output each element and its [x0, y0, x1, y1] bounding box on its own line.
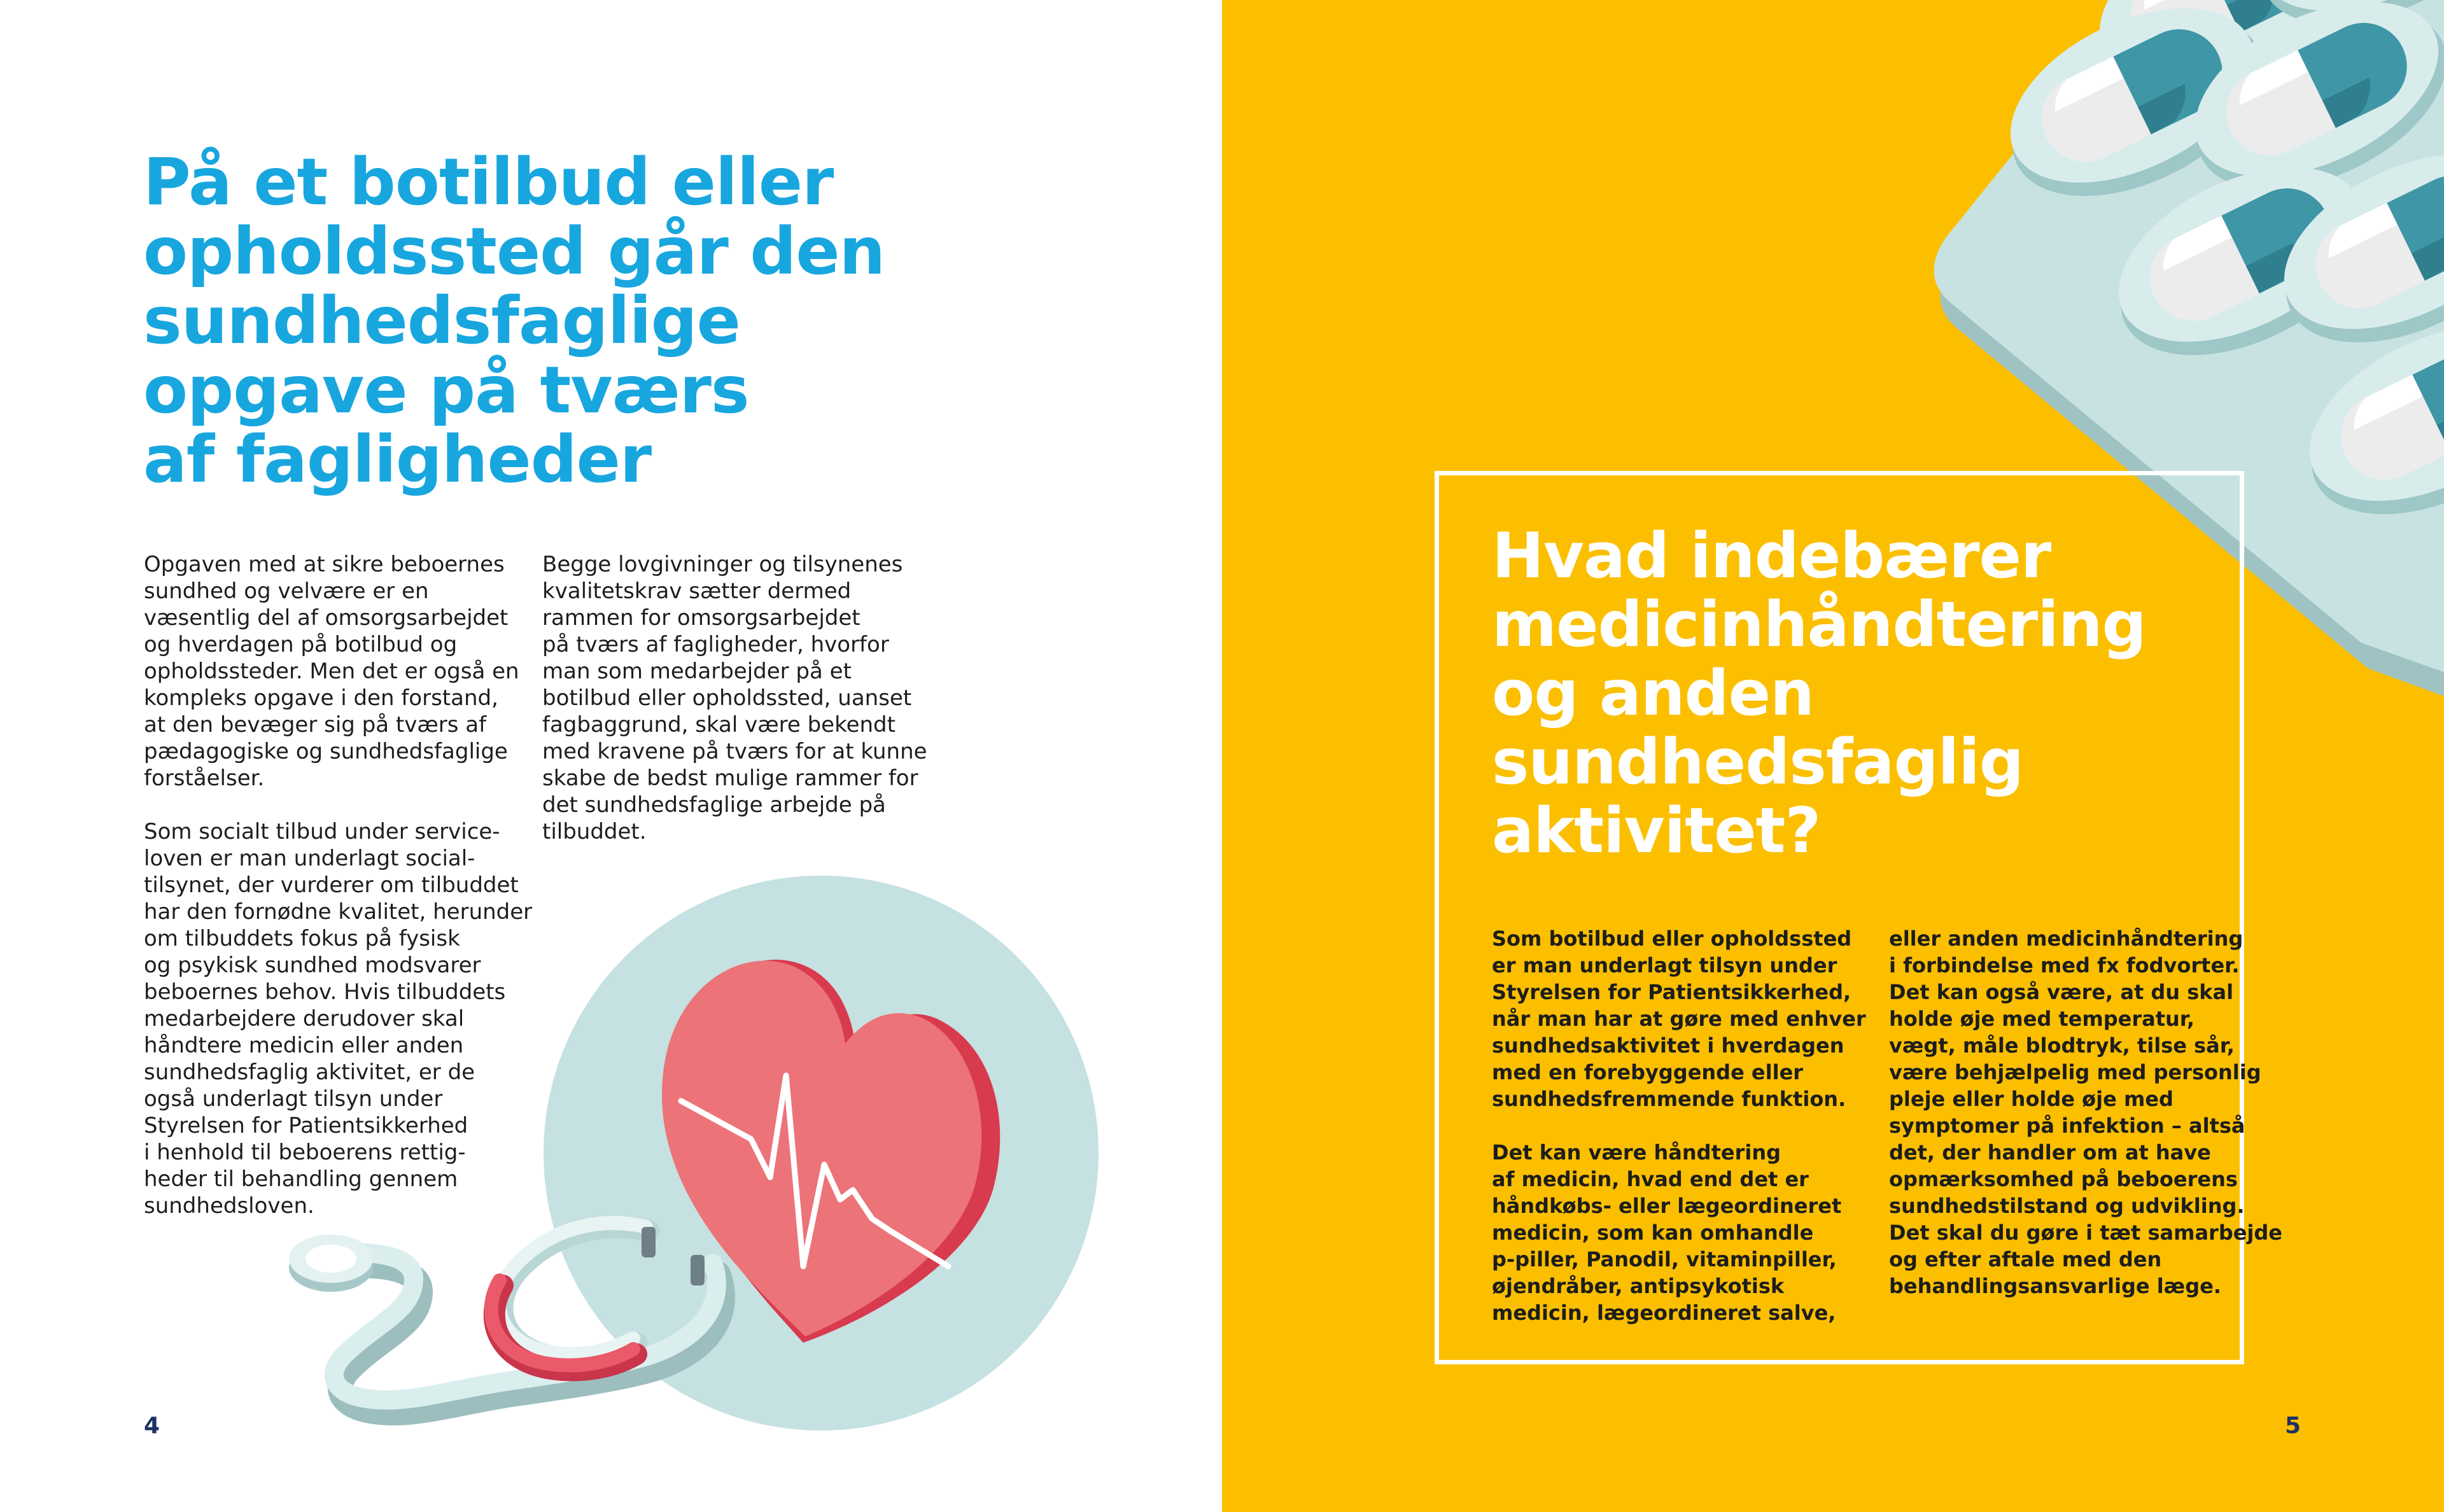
page-number: 4 [144, 1413, 160, 1439]
right-page [1222, 0, 2444, 1512]
body-text-column-1: Opgaven med at sikre beboernes sundhed og velvære er en væsentlig del af omsorgsarbejdet og hverdagen på botilbud og opholdssteder. Men det er også en kompleks opgave i den forstand, at den bevæger sig på tværs af pædagogiske og sundhedsfaglige forståelser. Som socialt tilbud under service- loven er man underlagt social- tilsynet, der vurderer om tilbuddet har den fornødne kvalitet, herunder om tilbuddets fokus på fysisk og psykisk sundhed modsvarer beboernes behov. Hvis tilbuddets medarbejdere derudover skal håndtere medicin eller anden sundhedsfaglig aktivitet, er de også underlagt tilsyn under Styrelsen for Patientsikkerhed i henhold til beboerens rettig- heder til behandling gennem sundhedsloven. [144, 552, 533, 1219]
title-line: medicinhåndtering [1492, 589, 2146, 661]
title-line: På et botilbud eller [143, 144, 834, 220]
title-line: af fagligheder [143, 422, 652, 498]
title-line: opholdssted går den [143, 214, 885, 290]
page-number: 5 [2285, 1413, 2301, 1439]
title-line: Hvad indebærer [1492, 520, 2051, 592]
body-text-column-2: Begge lovgivninger og tilsynenes kvalitetskrav sætter dermed rammen for omsorgsarbejdet på tværs af fagligheder, hvorfor man som medarbejder på et botilbud eller opholdssted, uanset fagbaggrund, skal være bekendt med kravene på tværs for at kunne skabe de bedst mulige rammer for det sundhedsfaglige arbejde på tilbuddet. [542, 552, 927, 844]
body-text-column-4: eller anden medicinhåndtering i forbindelse med fx fodvorter. Det kan også være, at du skal holde øje med temperatur, vægt, måle blodtryk, tilse sår, være behjælpelig med personlig pleje eller holde øje med symptomer på infektion – altså det, der handler om at have opmærksomhed på beboerens sundhedstilstand og udvikling. Det skal du gøre i tæt samarbejde og efter aftale med den behandlingsansvarlige læge. [1889, 927, 2282, 1298]
body-text-column-3: Som botilbud eller opholdssted er man underlagt tilsyn under Styrelsen for Patientsikkerhed, når man har at gøre med enhver sundhedsaktivitet i hverdagen med en forebyggende eller sundhedsfremmende funktion. Det kan være håndtering af medicin, hvad end det er håndkøbs- eller lægeordineret medicin, som kan omhandle p-piller, Panodil, vitaminpiller, øjendråber, antipsykotisk medicin, lægeordineret salve, [1492, 927, 1866, 1325]
title-line: sundhedsfaglig [1492, 726, 2023, 799]
title-line: og anden [1492, 657, 1814, 730]
title-line: opgave på tværs [143, 353, 749, 428]
title-line: sundhedsfaglige [143, 283, 740, 359]
title-line: aktivitet? [1492, 795, 1821, 867]
right-page-title [1492, 522, 2224, 865]
